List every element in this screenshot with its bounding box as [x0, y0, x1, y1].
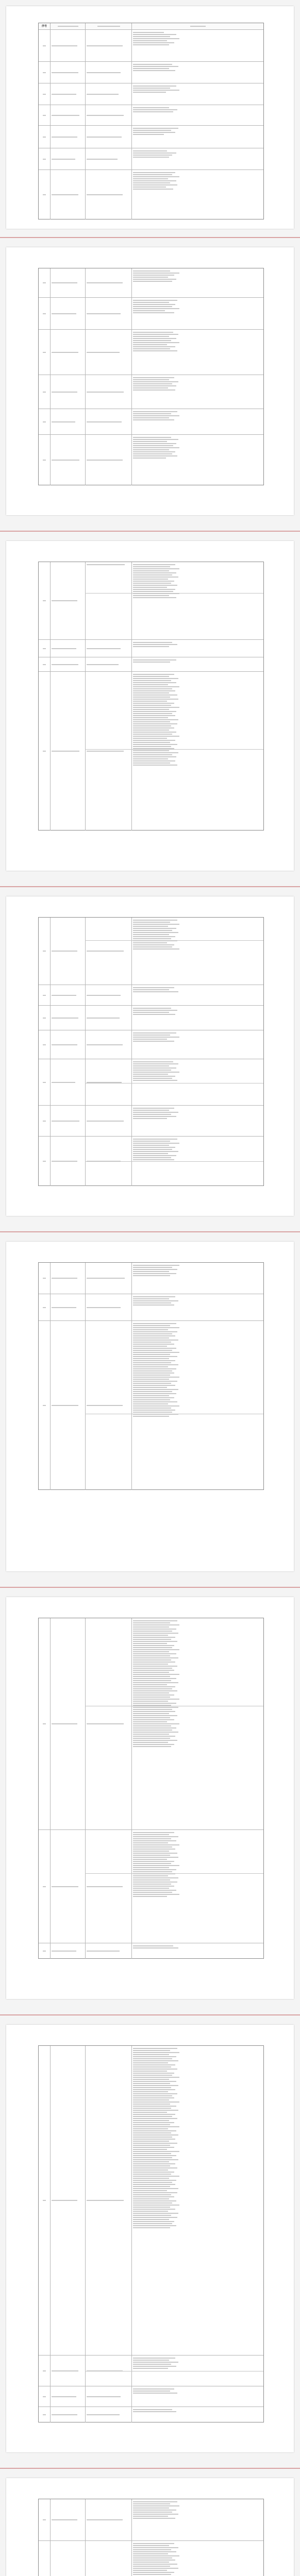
table-row [39, 2540, 263, 2576]
detail-cell [131, 640, 263, 657]
company-cell [50, 1294, 85, 1321]
row-number-cell [39, 1263, 50, 1294]
project-cell [85, 2386, 131, 2407]
project-cell [85, 1830, 131, 1943]
row-number-cell [39, 1006, 50, 1030]
project-cell [85, 672, 131, 831]
project-cell [85, 1030, 131, 1059]
company-cell [50, 918, 85, 985]
project-cell [85, 1943, 131, 1959]
company-cell [50, 2407, 85, 2422]
header-project [85, 23, 131, 29]
company-cell [50, 640, 85, 657]
company-cell [50, 30, 85, 62]
page-separator [0, 2014, 300, 2015]
row-number-cell [39, 2386, 50, 2407]
company-cell [50, 1263, 85, 1294]
detail-cell [131, 409, 263, 435]
detail-cell [131, 1030, 263, 1059]
sub-row-divider [85, 749, 263, 750]
document-page-3 [6, 541, 294, 871]
page-separator [0, 886, 300, 887]
header-detail [131, 23, 263, 29]
table-frame [38, 2045, 264, 2422]
sub-row-divider [85, 940, 263, 941]
row-number-cell [39, 62, 50, 83]
row-number-cell [39, 170, 50, 219]
project-cell [85, 657, 131, 672]
table-frame [38, 562, 264, 831]
detail-cell [131, 62, 263, 83]
table-row [39, 2046, 263, 2355]
project-cell [85, 2407, 131, 2422]
detail-cell [131, 1059, 263, 1106]
project-cell [85, 918, 131, 985]
company-cell [50, 1106, 85, 1137]
document-page-6 [6, 1597, 294, 1999]
project-cell [85, 409, 131, 435]
sub-row-divider [85, 593, 263, 594]
detail-cell [131, 1006, 263, 1030]
header-no: 序号 [39, 23, 50, 29]
company-cell [50, 2355, 85, 2386]
row-number-cell [39, 435, 50, 485]
row-number-cell [39, 375, 50, 409]
table-row [39, 2386, 263, 2407]
company-cell [50, 148, 85, 170]
table-row [39, 375, 263, 409]
table-frame [38, 1618, 264, 1959]
table-row [39, 297, 263, 330]
row-number-cell [39, 298, 50, 330]
table-row [39, 29, 263, 62]
table-row [39, 2406, 263, 2422]
detail-cell [131, 148, 263, 170]
page-separator [0, 531, 300, 532]
row-number-cell [39, 1618, 50, 1829]
row-number-cell [39, 2407, 50, 2422]
row-number-cell [39, 1830, 50, 1943]
company-cell [50, 2046, 85, 2355]
table-row [39, 1105, 263, 1137]
row-number-cell [39, 985, 50, 1006]
project-cell [85, 640, 131, 657]
row-number-cell [39, 83, 50, 105]
table-row [39, 1320, 263, 1490]
document-page-7 [6, 2025, 294, 2452]
table-row [39, 1294, 263, 1321]
detail-cell [131, 1106, 263, 1137]
company-cell [50, 268, 85, 297]
row-number-cell [39, 2355, 50, 2386]
table-row [39, 1618, 263, 1829]
table-row [39, 1030, 263, 1059]
company-cell [50, 435, 85, 485]
project-cell [85, 2541, 131, 2576]
company-cell [50, 170, 85, 219]
row-number-cell [39, 126, 50, 148]
row-number-cell [39, 105, 50, 126]
row-number-cell [39, 1294, 50, 1321]
detail-cell [131, 170, 263, 219]
project-cell [85, 268, 131, 297]
table-row [39, 985, 263, 1006]
table-row [39, 1059, 263, 1106]
table-row [39, 1943, 263, 1959]
detail-cell [131, 1943, 263, 1959]
company-cell [50, 1943, 85, 1959]
detail-cell [131, 2499, 263, 2540]
detail-cell [131, 375, 263, 409]
sub-row-divider [85, 1873, 263, 1874]
project-cell [85, 1263, 131, 1294]
company-cell [50, 1006, 85, 1030]
detail-cell [131, 268, 263, 297]
row-number-cell [39, 2046, 50, 2355]
document-page-8 [6, 2478, 294, 2576]
company-cell [50, 1618, 85, 1829]
row-number-cell [39, 672, 50, 831]
row-number-cell [39, 1106, 50, 1137]
row-number-cell [39, 148, 50, 170]
page-separator [0, 2468, 300, 2469]
company-cell [50, 1030, 85, 1059]
project-cell [85, 1294, 131, 1321]
sub-row-divider [85, 1161, 263, 1162]
detail-cell [131, 435, 263, 485]
table-row [39, 2499, 263, 2540]
document-page-5 [6, 1242, 294, 1571]
project-cell [85, 170, 131, 219]
project-cell [85, 298, 131, 330]
project-cell [85, 30, 131, 62]
table-row [39, 1005, 263, 1030]
company-cell [50, 1830, 85, 1943]
detail-cell [131, 672, 263, 831]
project-cell [85, 375, 131, 409]
table-row [39, 671, 263, 831]
company-cell [50, 1059, 85, 1106]
detail-cell [131, 2386, 263, 2407]
row-number-cell [39, 409, 50, 435]
project-cell [85, 1106, 131, 1137]
table-row [39, 918, 263, 985]
detail-cell [131, 2541, 263, 2576]
row-number-cell [39, 1943, 50, 1959]
row-number-cell [39, 2541, 50, 2576]
project-cell [85, 126, 131, 148]
company-cell [50, 562, 85, 639]
project-cell [85, 2046, 131, 2355]
row-number-cell [39, 918, 50, 985]
detail-cell [131, 30, 263, 62]
table-row [39, 329, 263, 375]
company-cell [50, 298, 85, 330]
company-cell [50, 657, 85, 672]
company-cell [50, 985, 85, 1006]
header-company [50, 23, 85, 29]
company-cell [50, 2541, 85, 2576]
row-number-cell [39, 268, 50, 297]
detail-cell [131, 330, 263, 375]
document-page-2 [6, 247, 294, 515]
table-row [39, 562, 263, 639]
detail-cell [131, 105, 263, 126]
row-number-cell [39, 1059, 50, 1106]
detail-cell [131, 1294, 263, 1321]
detail-cell [131, 1830, 263, 1943]
detail-cell [131, 985, 263, 1006]
table-row [39, 1136, 263, 1186]
company-cell [50, 2386, 85, 2407]
detail-cell [131, 2046, 263, 2355]
detail-cell [131, 126, 263, 148]
project-cell [85, 1618, 131, 1829]
detail-cell [131, 298, 263, 330]
table-row [39, 434, 263, 485]
row-number-cell [39, 1321, 50, 1490]
detail-cell [131, 1321, 263, 1490]
detail-cell [131, 83, 263, 105]
table-row [39, 657, 263, 672]
company-cell [50, 375, 85, 409]
row-number-cell [39, 657, 50, 672]
detail-cell [131, 562, 263, 639]
table-frame [38, 1262, 264, 1490]
document-page-1 [6, 6, 294, 229]
table-frame [38, 2499, 264, 2576]
detail-cell [131, 1618, 263, 1829]
page-separator [0, 237, 300, 238]
company-cell [50, 62, 85, 83]
row-number-cell [39, 2499, 50, 2540]
project-cell [85, 330, 131, 375]
table-row [39, 105, 263, 126]
table-row [39, 61, 263, 83]
row-number-cell [39, 1137, 50, 1186]
company-cell [50, 409, 85, 435]
document-page-4 [6, 896, 294, 1216]
detail-cell [131, 918, 263, 985]
project-cell [85, 148, 131, 170]
table-row [39, 148, 263, 170]
table-row [39, 1829, 263, 1943]
company-cell [50, 1321, 85, 1490]
table-row [39, 170, 263, 219]
table-row [39, 1263, 263, 1294]
row-number-cell [39, 640, 50, 657]
company-cell [50, 1137, 85, 1186]
row-number-cell [39, 330, 50, 375]
table-frame [38, 917, 264, 1186]
project-cell [85, 62, 131, 83]
project-cell [85, 105, 131, 126]
company-cell [50, 672, 85, 831]
project-cell [85, 1059, 131, 1106]
company-cell [50, 105, 85, 126]
company-cell [50, 330, 85, 375]
table-header-row [39, 23, 263, 29]
row-number-cell [39, 1030, 50, 1059]
company-cell [50, 83, 85, 105]
table-row [39, 409, 263, 435]
project-cell [85, 2499, 131, 2540]
project-cell [85, 985, 131, 1006]
company-cell [50, 126, 85, 148]
table-row [39, 2355, 263, 2386]
detail-cell [131, 2407, 263, 2422]
table-row [39, 125, 263, 148]
table-row [39, 639, 263, 657]
project-cell [85, 1006, 131, 1030]
company-cell [50, 2499, 85, 2540]
table-row [39, 268, 263, 297]
project-cell [85, 562, 131, 639]
detail-cell [131, 1263, 263, 1294]
table-frame [38, 268, 264, 485]
row-number-cell [39, 562, 50, 639]
page-separator [0, 1587, 300, 1588]
row-number-cell [39, 30, 50, 62]
table-row [39, 83, 263, 105]
project-cell [85, 83, 131, 105]
detail-cell [131, 657, 263, 672]
project-cell [85, 1321, 131, 1490]
page-separator [0, 1231, 300, 1232]
project-cell [85, 435, 131, 485]
table-frame [38, 23, 264, 219]
